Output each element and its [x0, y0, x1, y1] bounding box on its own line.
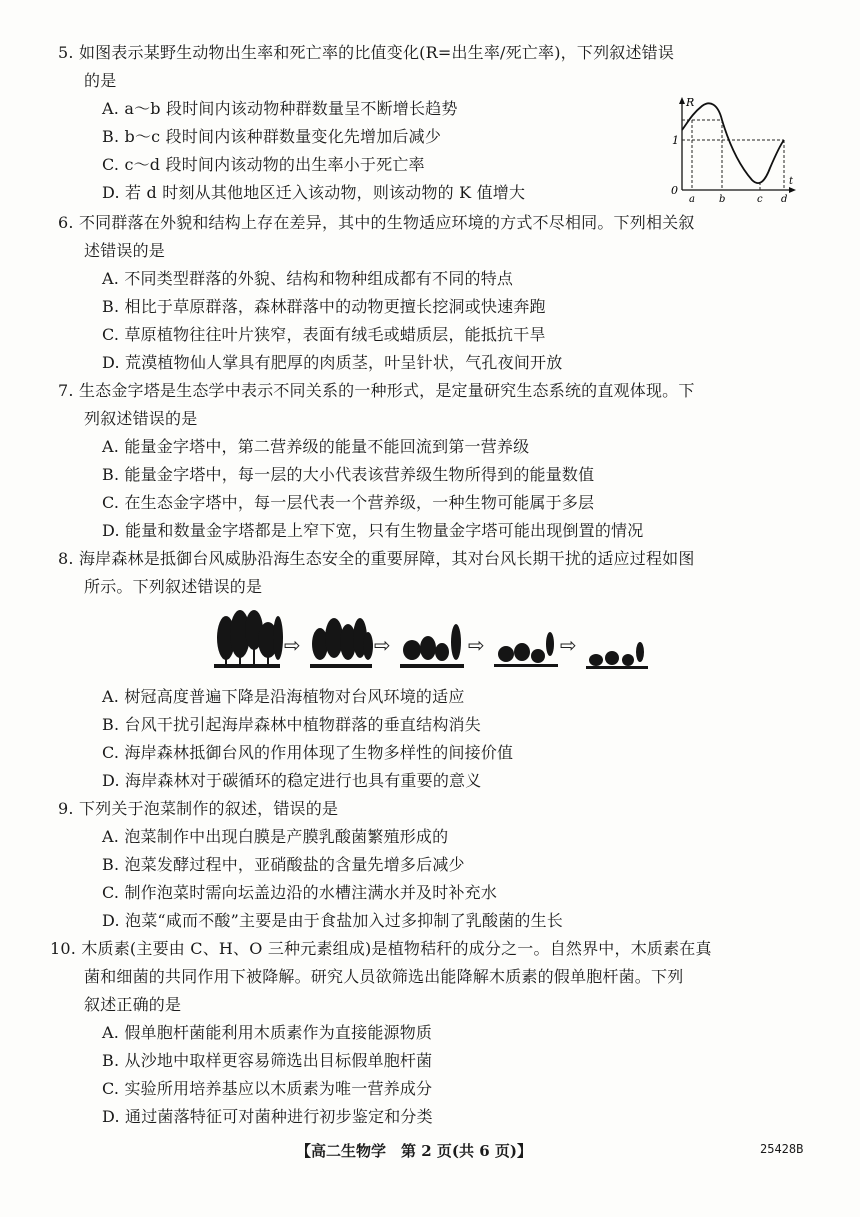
question-stem: 10. 木质素(主要由 C、H、O 三种元素组成)是植物秸秆的成分之一。自然界中，木质素在真 — [50, 939, 712, 958]
option-c: C. 草原植物往往叶片狭窄，表面有绒毛或蜡质层，能抵抗干旱 — [102, 325, 546, 344]
x-tick-c: c — [757, 194, 763, 204]
y-tick-1: 1 — [672, 134, 679, 147]
option-c: C. 海岸森林抵御台风的作用体现了生物多样性的间接价值 — [102, 743, 514, 762]
question-stem: 列叙述错误的是 — [84, 409, 198, 428]
question-stem: 叙述正确的是 — [84, 995, 182, 1014]
option-b: B. 台风干扰引起海岸森林中植物群落的垂直结构消失 — [102, 715, 481, 734]
x-tick-a: a — [689, 194, 695, 204]
option-c: C. 实验所用培养基应以木质素为唯一营养成分 — [102, 1079, 433, 1098]
forest-stage-2 — [310, 618, 373, 668]
option-c: C. 在生态金字塔中，每一层代表一个营养级，一种生物可能属于多层 — [102, 493, 595, 512]
option-d: D. 海岸森林对于碳循环的稳定进行也具有重要的意义 — [102, 771, 482, 790]
option-b: B. 泡菜发酵过程中，亚硝酸盐的含量先增多后减少 — [102, 855, 465, 874]
ratio-curve — [682, 103, 784, 183]
question-stem: 所示。下列叙述错误的是 — [84, 577, 263, 596]
option-a: A. 不同类型群落的外貌、结构和物种组成都有不同的特点 — [102, 269, 514, 288]
question-stem: 9. 下列关于泡菜制作的叙述，错误的是 — [58, 799, 339, 818]
option-d: D. 荒漠植物仙人掌具有肥厚的肉质茎，叶呈针状，气孔夜间开放 — [102, 353, 563, 372]
option-b: B. 能量金字塔中，每一层的大小代表该营养级生物所得到的能量数值 — [102, 465, 595, 484]
y-axis-label: R — [686, 96, 695, 109]
option-d: D. 若 d 时刻从其他地区迁入该动物，则该动物的 K 值增大 — [102, 183, 526, 202]
x-tick-d: d — [781, 194, 788, 204]
option-a: A. 泡菜制作中出现白膜是产膜乳酸菌繁殖形成的 — [102, 827, 449, 846]
forest-stage-4 — [494, 632, 558, 667]
question-stem: 7. 生态金字塔是生态学中表示不同关系的一种形式，是定量研究生态系统的直观体现。下 — [58, 381, 695, 400]
option-b: B. 从沙地中取样更容易筛选出目标假单胞杆菌 — [102, 1051, 433, 1070]
x-axis-arrow — [789, 187, 796, 193]
page-number-label: 【高二生物学 第 2 页(共 6 页)】 — [296, 1142, 532, 1160]
question-stem: 8. 海岸森林是抵御台风威胁沿海生态安全的重要屏障，其对台风长期干扰的适应过程如图 — [58, 549, 695, 568]
page-footer — [0, 1140, 860, 1164]
coastal-forest-adaptation-figure — [214, 608, 654, 680]
option-d: D. 能量和数量金字塔都是上窄下宽，只有生物量金字塔可能出现倒置的情况 — [102, 521, 644, 540]
birth-death-ratio-figure — [666, 94, 796, 204]
forest-stage-3 — [400, 624, 464, 668]
arrow-3: ⇨ — [468, 633, 485, 657]
question-stem: 的是 — [84, 71, 117, 90]
question-stem: 述错误的是 — [84, 241, 166, 260]
x-axis-label: t — [789, 176, 794, 187]
forest-stage-1 — [214, 610, 283, 668]
option-d: D. 泡菜“咸而不酸”主要是由于食盐加入过多抑制了乳酸菌的生长 — [102, 911, 563, 930]
arrow-1: ⇨ — [284, 633, 301, 657]
question-stem: 菌和细菌的共同作用下被降解。研究人员欲筛选出能降解木质素的假单胞杆菌。下列 — [84, 967, 684, 986]
exam-code: 25428B — [760, 1142, 804, 1156]
question-stem: 5. 如图表示某野生动物出生率和死亡率的比值变化(R=出生率/死亡率)，下列叙述错误 — [58, 43, 675, 62]
option-b: B. 相比于草原群落，森林群落中的动物更擅长挖洞或快速奔跑 — [102, 297, 546, 316]
option-a: A. 假单胞杆菌能利用木质素作为直接能源物质 — [102, 1023, 433, 1042]
y-axis-arrow — [679, 97, 685, 104]
question-stem: 6. 不同群落在外貌和结构上存在差异，其中的生物适应环境的方式不尽相同。下列相关叙 — [58, 213, 695, 232]
option-d: D. 通过菌落特征可对菌种进行初步鉴定和分类 — [102, 1107, 433, 1126]
option-a: A. a～b 段时间内该动物种群数量呈不断增长趋势 — [102, 99, 458, 118]
option-c: C. 制作泡菜时需向坛盖边沿的水槽注满水并及时补充水 — [102, 883, 498, 902]
arrow-2: ⇨ — [374, 633, 391, 657]
option-b: B. b～c 段时间内该种群数量变化先增加后减少 — [102, 127, 442, 146]
option-c: C. c～d 段时间内该动物的出生率小于死亡率 — [102, 155, 425, 174]
origin-label: 0 — [671, 184, 678, 197]
arrow-4: ⇨ — [560, 633, 577, 657]
option-a: A. 能量金字塔中，第二营养级的能量不能回流到第一营养级 — [102, 437, 530, 456]
option-a: A. 树冠高度普遍下降是沿海植物对台风环境的适应 — [102, 687, 465, 706]
x-tick-b: b — [719, 194, 726, 204]
forest-stage-5 — [586, 642, 648, 669]
